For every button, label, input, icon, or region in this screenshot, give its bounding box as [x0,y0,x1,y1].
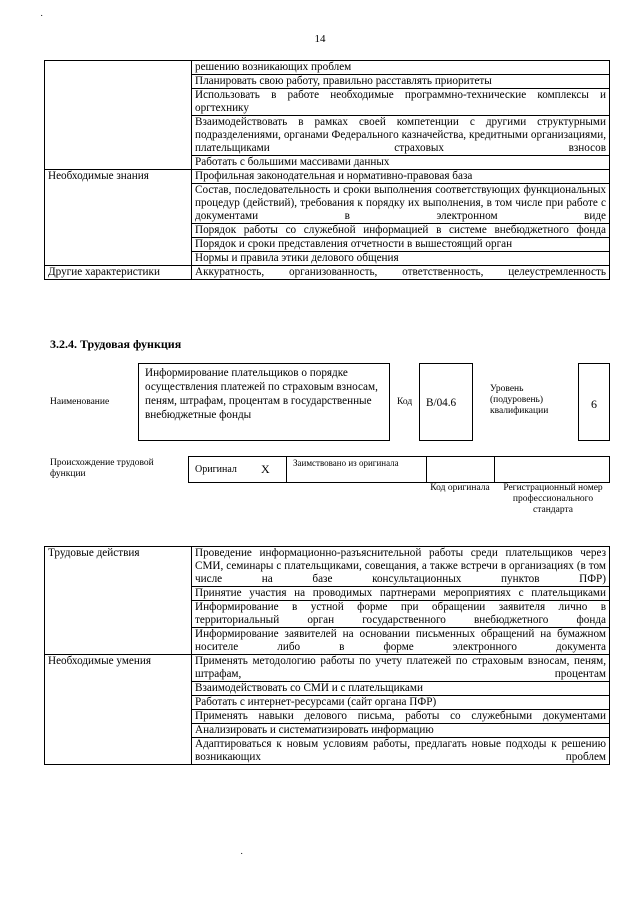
code-value: B/04.6 [426,397,457,409]
bottom-cell: Анализировать и систематизировать информацию [192,724,610,738]
original-label: Оригинал [195,464,237,475]
page-number: 14 [314,33,326,45]
original-mark: X [261,462,270,476]
bottom-cell: Адаптироваться к новым условиям работы, предлагать новые подходы к решению возникающих проблем [192,738,610,765]
top-cell: Профильная законодательная и нормативно-правовая база [192,170,610,184]
top-table [44,60,610,280]
scan-mark: ˙ [240,852,244,863]
name-label: Наименование [50,397,110,407]
bottom-cell: Применять навыки делового письма, работы со служебными документами [192,710,610,724]
code-label: Код [397,397,413,407]
top-cell: Взаимодействовать в рамках своей компетенции с другими структурными подразделениями, органами Федерального казначейства, кредитными организациями, плательщиками страховых взносов [192,116,610,156]
level-box [578,363,610,441]
top-row-label-0 [45,61,192,170]
level-label: Уровень (подуровень) квалификации [490,384,549,416]
borrowed-label: Заимствовано из оригинала [293,458,399,468]
bottom-cell: Принятие участия на проводимых партнерами мероприятиях с плательщиками [192,587,610,601]
top-cell: Порядок работы со служебной информацией в системе внебюджетного фонда [192,224,610,238]
original-box [188,456,287,483]
top-cell: Планировать свою работу, правильно расставлять приоритеты [192,75,610,89]
level-value: 6 [591,397,597,411]
top-cell: Нормы и правила этики делового общения [192,252,610,266]
top-cell: Использовать в работе необходимые программно-технические комплексы и оргтехнику [192,89,610,116]
reg-number-box [494,456,610,483]
bottom-row-label-1: Необходимые умения [45,655,192,765]
bottom-row-label-0: Трудовые действия [45,547,192,655]
bottom-cell: Информирование заявителей на основании письменных обращений на бумажном носителе либо в форме электронного документа [192,628,610,655]
top-row-label-2: Другие характеристики [45,266,192,280]
top-cell: Порядок и сроки представления отчетности в вышестоящий орган [192,238,610,252]
function-name-box [138,363,390,441]
top-cell: Работать с большими массивами данных [192,156,610,170]
function-name: Информирование плательщиков о порядке осуществления платежей по страховым взносам, пеням, штрафам, процентам в государственные внебюджетные фонды [145,367,378,421]
code-box [419,363,473,441]
code-original-box [426,456,495,483]
top-row-label-1: Необходимые знания [45,170,192,266]
bottom-cell: Проведение информационно-разъяснительной работы среди плательщиков через СМИ, семинары с плательщиками, совещания, а также встречи в организациях (в том числе на базе консультационных пунктов ПФР) [192,547,610,587]
top-cell: решению возникающих проблем [192,61,610,75]
origin-label: Происхождение трудовой функции [50,458,154,479]
bottom-cell: Взаимодействовать со СМИ и с плательщиками [192,682,610,696]
bottom-cell: Работать с интернет-ресурсами (сайт органа ПФР) [192,696,610,710]
section-heading: 3.2.4. Трудовая функция [50,337,182,351]
scan-mark: ˙ [40,14,44,25]
top-cell: Аккуратность, организованность, ответственность, целеустремленность [192,266,610,280]
bottom-table [44,546,610,765]
code-original-caption: Код оригинала [430,483,490,493]
bottom-cell: Информирование в устной форме при обращении заявителя лично в территориальный орган государственного внебюджетного фонда [192,601,610,628]
top-cell: Состав, последовательность и сроки выполнения соответствующих функциональных процедур (действий), требования к порядку их выполнения, в том числе при работе с документами в электронном виде [192,184,610,224]
borrowed-box [286,456,427,483]
bottom-cell: Применять методологию работы по учету платежей по страховым взносам, пеням, штрафам, процентам [192,655,610,682]
reg-number-caption: Регистрационный номер профессионального стандарта [503,483,603,515]
